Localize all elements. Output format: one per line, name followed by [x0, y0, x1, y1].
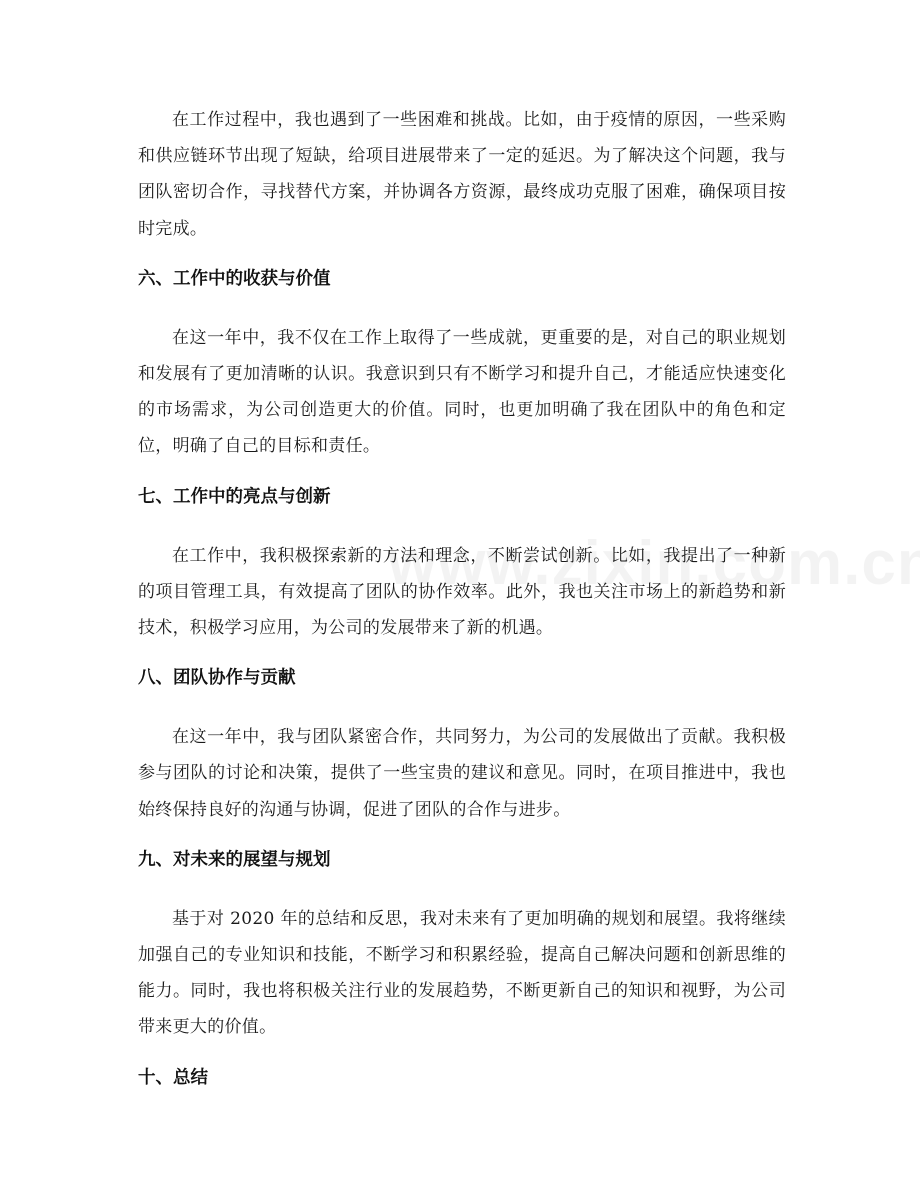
document-body: [138, 102, 786, 1090]
paragraph-section-6: 在这一年中，我不仅在工作上取得了一些成就，更重要的是，对自己的职业规划和发展有了更加清晰的认识。我意识到只有不断学习和提升自己，才能适应快速变化的市场需求，为公司创造更大的价值。同时，也更加明确了我在团队中的角色和定位，明确了自己的目标和责任。: [138, 327, 786, 457]
paragraph-section-7: 在工作中，我积极探索新的方法和理念，不断尝试创新。比如，我提出了一种新的项目管理工具，有效提高了团队的协作效率。此外，我也关注市场上的新趋势和新技术，积极学习应用，为公司的发展带来了新的机遇。: [138, 545, 786, 639]
heading-section-6: 六、工作中的收获与价值: [138, 268, 331, 289]
paragraph-section-9: 基于对 2020 年的总结和反思，我对未来有了更加明确的规划和展望。我将继续加强自己的专业知识和技能，不断学习和积累经验，提高自己解决问题和创新思维的能力。同时，我也将积极关注行业的发展趋势，不断更新自己的知识和视野，为公司带来更大的价值。: [138, 908, 786, 1038]
heading-section-7: 七、工作中的亮点与创新: [138, 486, 331, 507]
paragraph-challenges: 在工作过程中，我也遇到了一些困难和挑战。比如，由于疫情的原因，一些采购和供应链环节出现了短缺，给项目进展带来了一定的延迟。为了解决这个问题，我与团队密切合作，寻找替代方案，并协调各方资源，最终成功克服了困难，确保项目按时完成。: [138, 110, 786, 239]
heading-section-10: 十、总结: [138, 1067, 208, 1088]
heading-section-9: 九、对未来的展望与规划: [138, 849, 331, 870]
paragraph-section-8: 在这一年中，我与团队紧密合作，共同努力，为公司的发展做出了贡献。我积极参与团队的讨论和决策，提供了一些宝贵的建议和意见。同时，在项目推进中，我也始终保持良好的沟通与协调，促进了团队的合作与进步。: [138, 727, 786, 820]
heading-section-8: 八、团队协作与贡献: [138, 668, 296, 689]
